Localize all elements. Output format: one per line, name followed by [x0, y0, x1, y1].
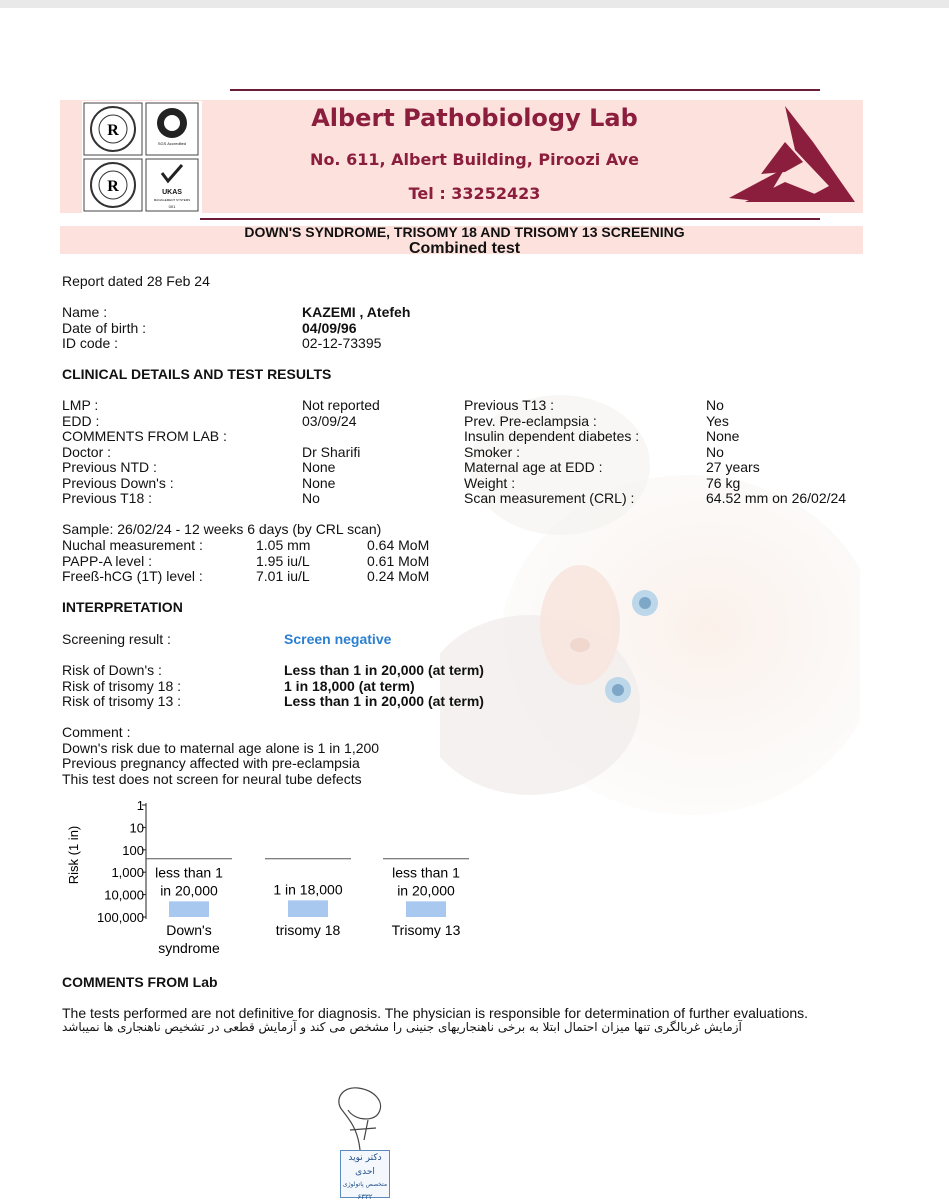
- signature: [330, 1080, 400, 1155]
- smoker-label: Smoker :: [464, 443, 521, 460]
- y-tick-label: 1,000: [111, 865, 144, 881]
- doctor-label: Doctor :: [62, 443, 112, 460]
- header-top-line: [230, 89, 820, 91]
- patient-name: KAZEMI , Atefeh: [302, 304, 411, 320]
- risk-downs-label: Risk of Down's :: [62, 662, 162, 678]
- x-category-label: Down's: [166, 922, 212, 938]
- hcg-value: 7.01 iu/L: [256, 568, 310, 584]
- cert-ukas-text: UKAS: [162, 189, 182, 196]
- comment-line-1: Down's risk due to maternal age alone is 1 in 1,200: [62, 739, 380, 756]
- crl-value: 64.52 mm on 26/02/24: [706, 490, 847, 506]
- comment-block: [62, 725, 379, 787]
- edd-label: EDD :: [62, 412, 100, 429]
- header-bottom-line: [200, 218, 820, 220]
- cert-sgs-text: SGS Accredited: [157, 141, 187, 146]
- sample-values: [256, 538, 310, 585]
- doctor-value: Dr Sharifi: [302, 443, 361, 460]
- stamp-line-3: ۶۳۳۲: [357, 1193, 373, 1201]
- name-label: Name :: [62, 304, 108, 320]
- report-title: DOWN'S SYNDROME, TRISOMY 18 AND TRISOMY 13 SCREENING: [244, 224, 685, 240]
- lab-comments-english: The tests performed are not definitive for diagnosis. The physician is responsible for determination of further evaluations.: [62, 1005, 809, 1021]
- pre-eclampsia-label: Prev. Pre-eclampsia :: [464, 412, 597, 429]
- maternal-age-label: Maternal age at EDD :: [464, 459, 603, 475]
- risk-t18-value: 1 in 18,000 (at term): [284, 677, 415, 694]
- risk-values: [284, 663, 484, 710]
- edd-value: 03/09/24: [302, 412, 357, 429]
- previous-t18-label: Previous T18 :: [62, 490, 153, 506]
- previous-downs-value: None: [302, 474, 336, 491]
- x-category-label: Trisomy 13: [391, 922, 461, 938]
- crl-label: Scan measurement (CRL) :: [464, 490, 635, 506]
- lab-address: No. 611, Albert Building, Piroozi Ave: [310, 150, 639, 169]
- doctor-stamp: [340, 1150, 390, 1201]
- patient-dob: 04/09/96: [302, 319, 357, 336]
- lmp-value: Not reported: [302, 397, 380, 413]
- bar-data-label: less than 1: [155, 864, 223, 881]
- y-tick-label: 10,000: [104, 887, 144, 903]
- cert-num-text: 001: [168, 204, 176, 209]
- risk-bar: [288, 900, 328, 917]
- clinical-left-values: [302, 398, 380, 507]
- hcg-mom: 0.24 MoM: [367, 568, 430, 584]
- hcg-label: Freeß-hCG (1T) level :: [62, 568, 203, 584]
- weight-label: Weight :: [464, 474, 516, 491]
- maternal-age-value: 27 years: [706, 459, 760, 475]
- risk-chart: [60, 795, 480, 965]
- y-tick-label: 100,000: [97, 910, 144, 925]
- comments-from-lab-value: [302, 429, 380, 445]
- bar-data-label: 1 in 18,000: [273, 881, 343, 898]
- bar-data-label: in 20,000: [397, 882, 455, 899]
- previous-downs-label: Previous Down's :: [62, 474, 174, 491]
- sample-labels: [62, 538, 203, 585]
- clinical-right-labels: [464, 398, 639, 507]
- lab-comments-persian: آزمایش غربالگری تنها میزان احتمال ابتلا به برخی ناهنجاریهای جنینی را مشخص می کند و آزمایش قطعی در تشخیص ناهنجاری ها نمیباشد: [62, 1020, 742, 1034]
- comment-line-2: Previous pregnancy affected with pre-eclampsia: [62, 755, 360, 771]
- screening-value: Screen negative: [284, 631, 392, 647]
- previous-t13-label: Previous T13 :: [464, 397, 555, 413]
- nuchal-mom: 0.64 MoM: [367, 537, 430, 553]
- weight-value: 76 kg: [706, 474, 741, 491]
- pappa-value: 1.95 iu/L: [256, 552, 310, 569]
- bar-data-label: less than 1: [392, 864, 460, 881]
- previous-ntd-value: None: [302, 459, 336, 475]
- nuchal-value: 1.05 mm: [256, 537, 311, 553]
- pappa-label: PAPP-A level :: [62, 552, 153, 569]
- comment-line-3: This test does not screen for neural tube defects: [62, 770, 362, 787]
- risk-t13-value: Less than 1 in 20,000 (at term): [284, 693, 484, 709]
- patient-id: 02-12-73395: [302, 335, 382, 351]
- interpretation-heading: INTERPRETATION: [62, 599, 183, 615]
- screening-label: Screening result :: [62, 631, 171, 647]
- top-bar: [0, 0, 949, 8]
- report-subtitle: Combined test: [408, 240, 521, 257]
- x-category-label: trisomy 18: [275, 922, 341, 938]
- stamp-line-2: متخصص پاتولوژی: [342, 1181, 388, 1188]
- lab-logo: [725, 102, 860, 212]
- clinical-right-values: [706, 398, 846, 507]
- nuchal-label: Nuchal measurement :: [62, 537, 203, 553]
- clinical-left-labels: [62, 398, 227, 507]
- lmp-label: LMP :: [62, 397, 99, 413]
- risk-bar: [169, 901, 209, 917]
- smoker-value: No: [706, 443, 724, 460]
- id-label: ID code :: [62, 335, 119, 351]
- diabetes-label: Insulin dependent diabetes :: [464, 428, 640, 444]
- lab-name: Albert Pathobiology Lab: [311, 104, 638, 132]
- previous-t13-value: No: [706, 397, 724, 413]
- y-tick-label: 1: [136, 798, 144, 813]
- patient-labels: [62, 305, 146, 352]
- previous-ntd-label: Previous NTD :: [62, 459, 157, 475]
- lab-tel: Tel : 33252423: [408, 184, 541, 203]
- clinical-heading: CLINICAL DETAILS AND TEST RESULTS: [62, 366, 332, 382]
- cert-ms-text: MANAGEMENT SYSTEMS: [153, 198, 191, 202]
- risk-t18-label: Risk of trisomy 18 :: [62, 677, 182, 694]
- svg-text:R: R: [107, 178, 119, 195]
- y-tick-label: 100: [122, 842, 144, 858]
- comments-from-lab-label: COMMENTS FROM LAB :: [62, 428, 227, 444]
- previous-t18-value: No: [302, 490, 320, 506]
- stamp-line-1: دکتر نوید احدی: [348, 1153, 382, 1177]
- sample-line: Sample: 26/02/24 - 12 weeks 6 days (by CRL scan): [62, 521, 382, 537]
- risk-labels: [62, 663, 181, 710]
- svg-text:R: R: [107, 122, 119, 139]
- diabetes-value: None: [706, 428, 740, 444]
- chart-ylabel: Risk (1 in): [66, 825, 81, 885]
- sample-mom: [367, 538, 429, 585]
- y-tick-label: 10: [129, 820, 144, 836]
- comment-label: Comment :: [62, 724, 131, 740]
- pre-eclampsia-value: Yes: [706, 412, 729, 429]
- x-category-label: syndrome: [158, 940, 220, 956]
- bar-data-label: in 20,000: [160, 882, 218, 899]
- risk-bar: [406, 901, 446, 917]
- risk-t13-label: Risk of trisomy 13 :: [62, 693, 182, 709]
- dob-label: Date of birth :: [62, 319, 147, 336]
- patient-values: [302, 305, 410, 352]
- pappa-mom: 0.61 MoM: [367, 552, 430, 569]
- report-date: Report dated 28 Feb 24: [62, 273, 210, 289]
- risk-downs-value: Less than 1 in 20,000 (at term): [284, 662, 484, 678]
- lab-comments-heading: COMMENTS FROM Lab: [62, 974, 218, 990]
